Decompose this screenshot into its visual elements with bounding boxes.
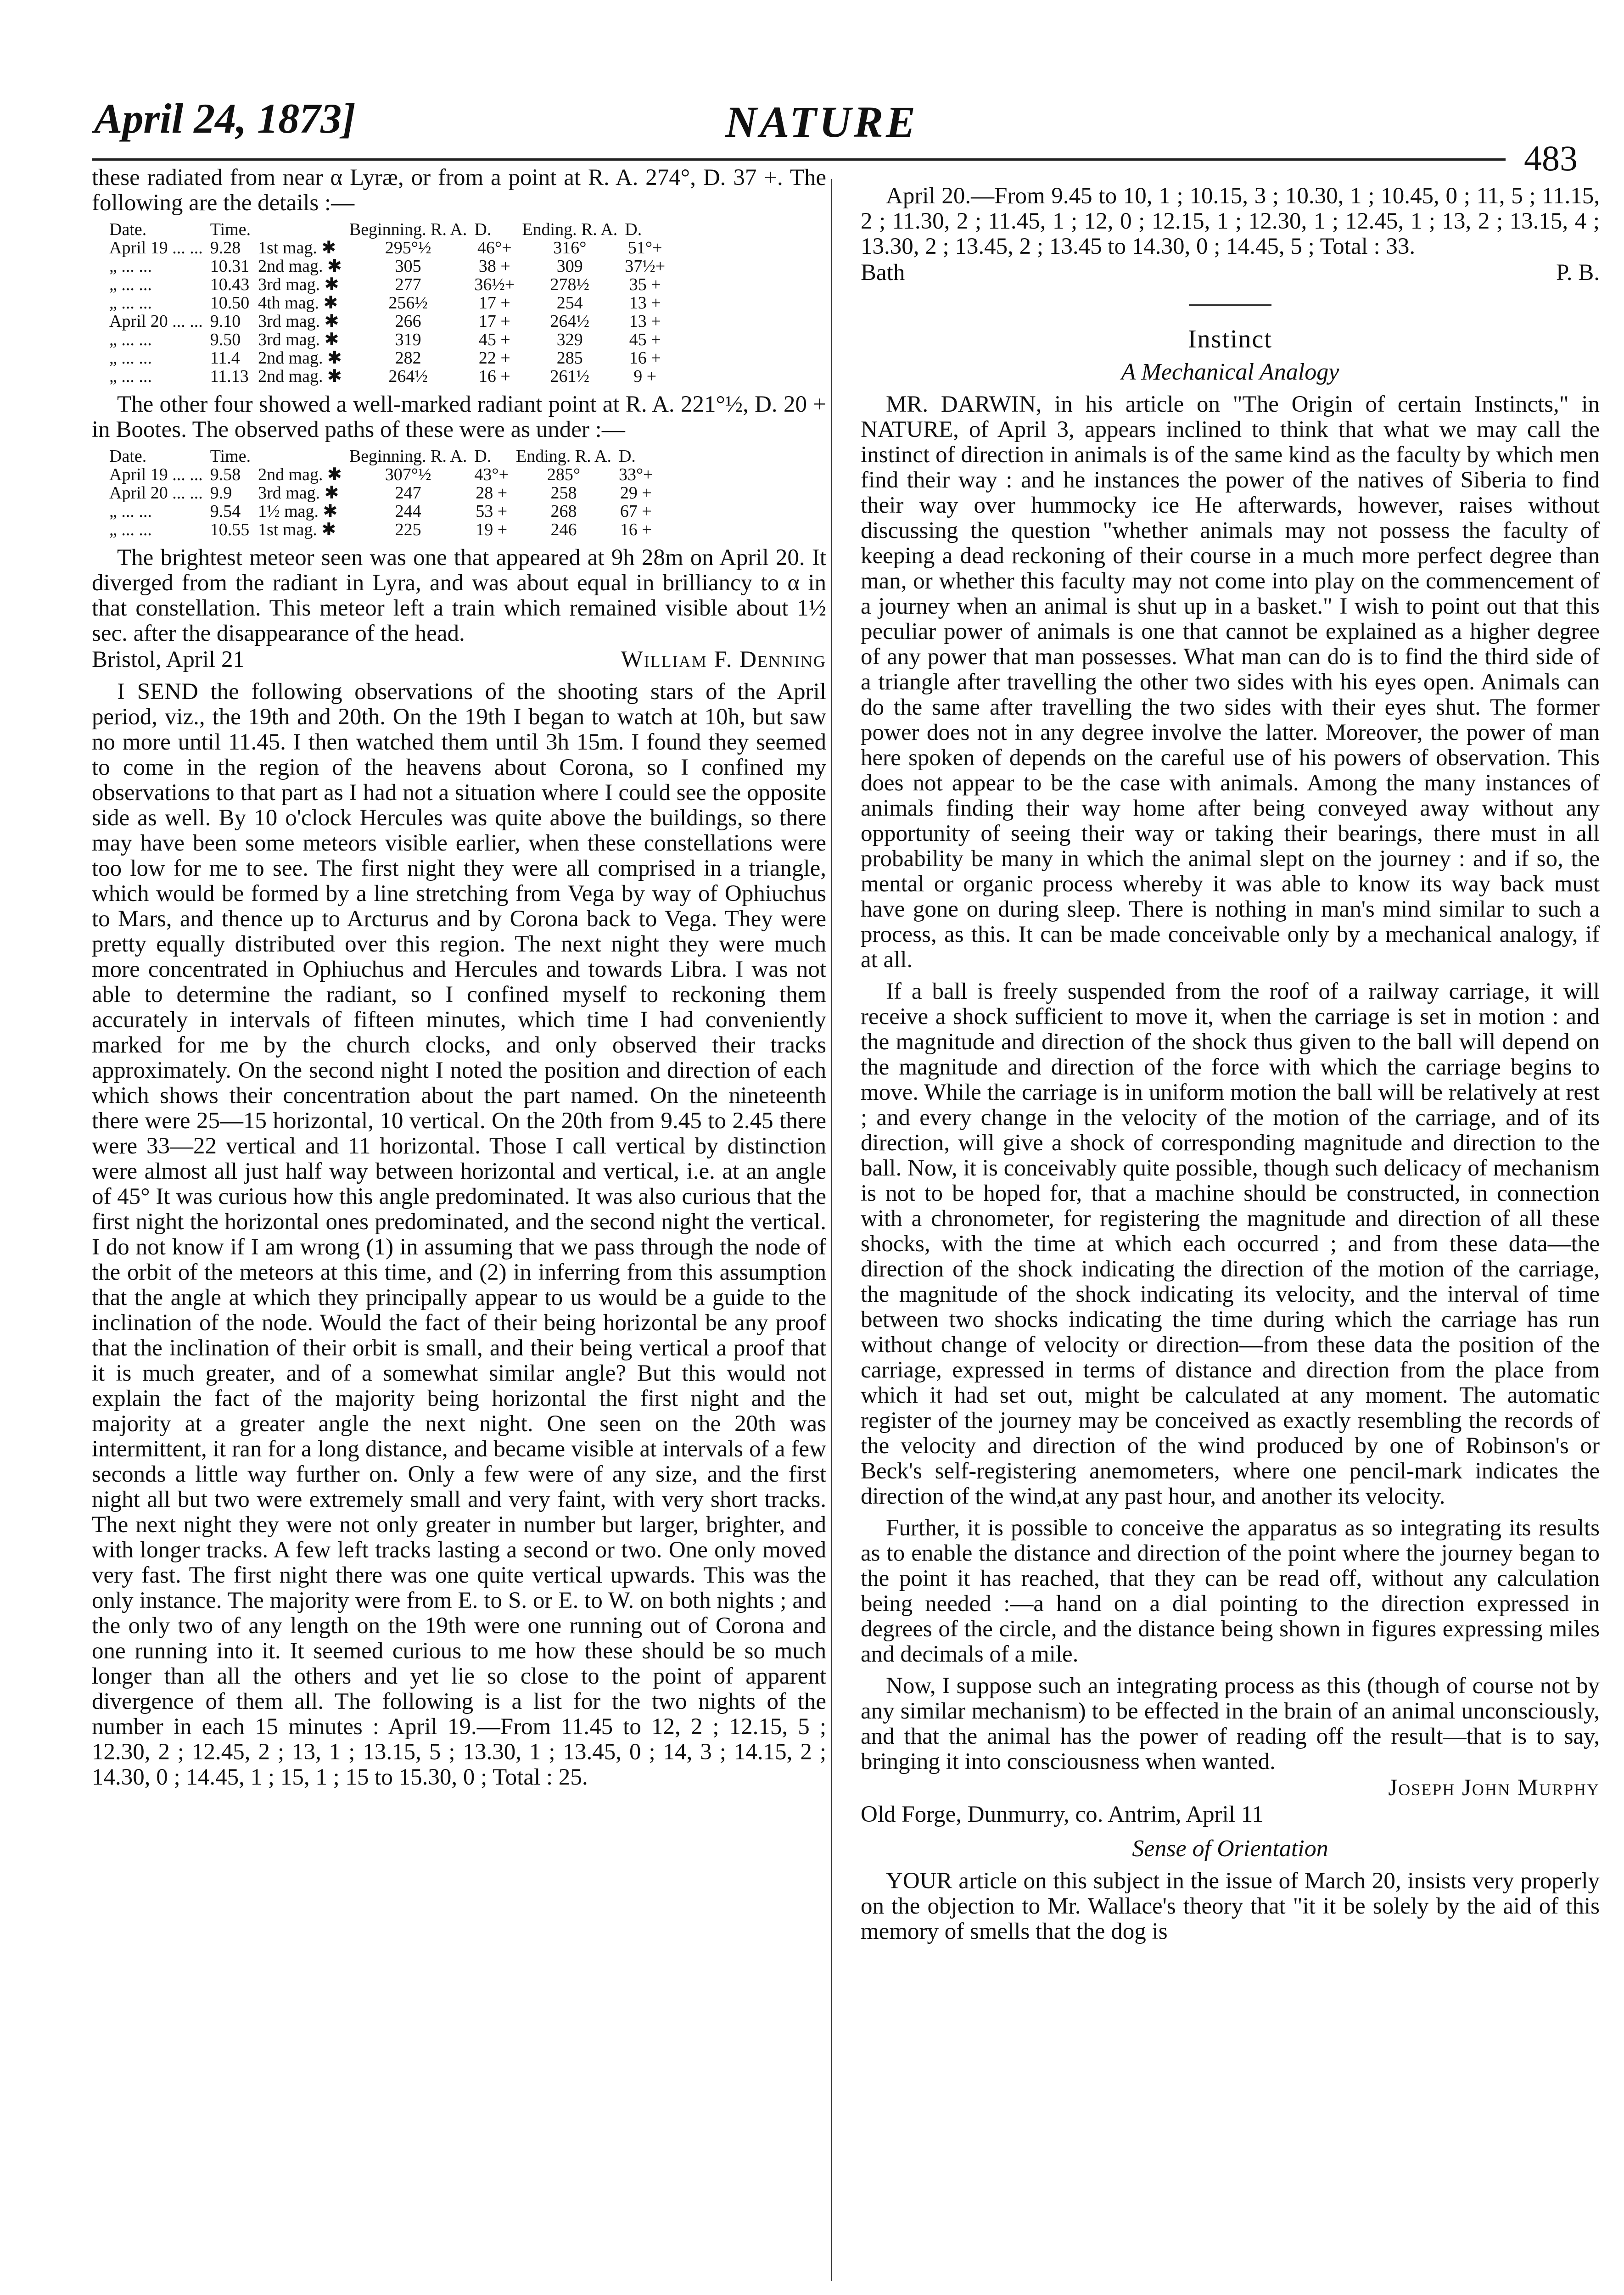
- meteor-intro-paragraph: these radiated from near α Lyræ, or from a point at R. A. 274°, D. 37 +. The following are the details :—: [92, 165, 826, 216]
- signature-name: P. B.: [1556, 260, 1600, 285]
- table-header: D.: [474, 447, 492, 466]
- header-rule: [92, 158, 1506, 161]
- table-cell: 316°: [553, 238, 587, 257]
- signature-murphy-name: Joseph John Murphy: [1388, 1775, 1600, 1801]
- brain-paragraph: Now, I suppose such an integrating process as this (though of course not by any similar mechanism) to be effected in the brain of an animal unconsciously, and that the animal has the power of reading off the result—that is to say, bringing it into consciousness when wanted.: [861, 1673, 1600, 1774]
- table-cell: 277: [395, 275, 421, 294]
- table-cell: 9 +: [633, 367, 657, 386]
- table-cell: 309: [556, 257, 583, 276]
- table-cell: 19 +: [476, 520, 508, 539]
- table-cell: 22 +: [478, 348, 510, 368]
- table-cell: 278½: [550, 275, 590, 294]
- table-cell: 3rd mag. ✱: [258, 330, 339, 349]
- table-cell: 282: [395, 348, 421, 368]
- table-cell: 9.28: [210, 238, 241, 257]
- table-cell: 247: [395, 483, 421, 503]
- table-row: [106, 275, 669, 294]
- meteor-table-bootes: [106, 447, 657, 539]
- table-header-row: [106, 447, 657, 465]
- table-cell: 17 +: [478, 293, 510, 313]
- table-cell: 9.58: [210, 465, 241, 484]
- table-cell: „ ... ...: [109, 502, 152, 521]
- table-cell: 268: [550, 502, 577, 521]
- signature-place: Bath: [861, 260, 905, 285]
- table-cell: 256½: [388, 293, 428, 313]
- table-cell: 9.50: [210, 330, 241, 349]
- table-row: [106, 465, 657, 484]
- darwin-paragraph: MR. DARWIN, in his article on "The Origin of certain Instincts," in NATURE, of April 3, appears inclined to think that what we may call the instinct of direction in animals is of the same kind as the faculty by which men find their way : and he instances the power of the natives of Siberia to find their way over hummocky ice He afterwards, however, raises without discussing the question "whether animals may not possess the faculty of keeping a dead reckoning of their course in a much more perfect degree than man, or whether this faculty may not come into play on the commencement of a journey when an animal is shut up in a basket." I wish to point out that this peculiar power of animals is one that cannot be explained as a higher degree of any power that man possesses. What man can do is to find the third side of a triangle after travelling the other two sides with his eyes open. Animals can do the same after travelling the two sides with their eyes shut. The former power does not in any degree involve the latter. Moreover, the power of man here spoken of depends on the careful use of his powers of observation. This does not appear to be the case with animals. Among the many instances of animals finding their way home after being conveyed away without any opportunity of seeing their way or taking their bearings, there must in all probability be many in which the animal slept on the journey : and if so, the mental or organic process whereby it was able to know its way back must have gone on during sleep. There is nothing in man's mind similar to such a process, as this. It can be made conceivable only by a mechanical analogy, if at all.: [861, 392, 1600, 973]
- railway-ball-paragraph: If a ball is freely suspended from the roof of a railway carriage, it will receive a shock sufficient to move it, when the carriage is set in motion : and the magnitude and direction of the shock thus given to the ball will depend on the magnitude and direction of the force with which the carriage begins to move. While the carriage is in uniform motion the ball will be relatively at rest ; and every change in the velocity of the motion of the carriage, and of its direction, will give a shock of corresponding magnitude and direction to the ball. Now, it is conceivably quite possible, though such delicacy of mechanism is not to be hoped for, that a machine should be constructed, in connection with a chronometer, for registering the magnitude and direction of all these shocks, with the time at which each occurred ; and from these data—the direction of the shock indicating the direction of the motion of the carriage, the magnitude of the shock indicating its velocity, and the interval of time between two shocks indicating the time during which the carriage has run without change of velocity or direction—from these data the position of the carriage, expressed in terms of distance and direction from the place from which it had set out, might be calculated at any moment. The automatic register of the journey may be conceived as exactly resembling the records of the velocity and direction of the wind produced by one of Robinson's or Beck's self-registering anemometers, where one pencil-mark indicates the direction of the wind,at any past hour, and another its velocity.: [861, 979, 1600, 1509]
- signature-place: Bristol, April 21: [92, 647, 245, 672]
- table-cell: „ ... ...: [109, 275, 152, 294]
- signature-bath: [861, 259, 1600, 286]
- table-cell: 285°: [547, 465, 581, 484]
- table-cell: 45 +: [629, 330, 661, 349]
- table-cell: „ ... ...: [109, 257, 152, 276]
- table-cell: 17 +: [478, 312, 510, 331]
- table-cell: 261½: [550, 367, 590, 386]
- table-header: D.: [618, 447, 636, 466]
- table-cell: 29 +: [620, 483, 652, 503]
- table-cell: 9.10: [210, 312, 241, 331]
- table-cell: 10.31: [210, 257, 250, 276]
- april-20-counts-paragraph: April 20.—From 9.45 to 10, 1 ; 10.15, 3 ; 10.30, 1 ; 10.45, 0 ; 11, 5 ; 11.15, 2 ; 11.30, 2 ; 11.45, 1 ; 12, 0 ; 12.15, 1 ; 12.30, 1 ; 12.45, 1 ; 13, 2 ; 13.15, 4 ; 13.30, 2 ; 13.45, 2 ; 13.45 to 14.30, 0 ; 14.45, 5 ; Total : 33.: [861, 183, 1600, 259]
- table-header: Time.: [210, 220, 251, 239]
- table-cell: 1st mag. ✱: [258, 520, 336, 539]
- table-cell: 51°+: [627, 238, 662, 257]
- orientation-heading: Sense of Orientation: [1132, 1836, 1328, 1862]
- table-cell: „ ... ...: [109, 367, 152, 386]
- orientation-paragraph: YOUR article on this subject in the issue of March 20, insists very properly on the objection to Mr. Wallace's theory that "it it be solely by the aid of this memory of smells that the dog is: [861, 1868, 1600, 1944]
- table-cell: 28 +: [476, 483, 508, 503]
- table-cell: 10.55: [210, 520, 250, 539]
- header-date: April 24, 1873]: [94, 95, 356, 142]
- table-header: [254, 220, 346, 239]
- table-cell: 9.9: [210, 483, 232, 503]
- instinct-heading: Instinct: [1188, 325, 1272, 353]
- table-cell: 36½+: [474, 275, 515, 294]
- table-cell: 2nd mag. ✱: [258, 348, 342, 368]
- table-header: Time.: [210, 447, 251, 466]
- table-cell: „ ... ...: [109, 520, 152, 539]
- section-separator: [1189, 304, 1271, 306]
- table-cell: 35 +: [629, 275, 661, 294]
- table-cell: 246: [550, 520, 577, 539]
- table-cell: 266: [395, 312, 421, 331]
- table-header: Ending. R. A.: [516, 447, 611, 466]
- table-header: Date.: [109, 220, 147, 239]
- integration-paragraph: Further, it is possible to conceive the apparatus as so integrating its results as to enable the distance and direction of the point where the journey began to the point it has reached, that they can be read off, without any calculation being needed :—a hand on a dial pointing to the direction expressed in degrees of the circle, and the distance being shown in figures expressing miles and decimals of a mile.: [861, 1515, 1600, 1667]
- table-cell: 3rd mag. ✱: [258, 275, 339, 294]
- table-header: Date.: [109, 447, 147, 466]
- table-cell: 16 +: [629, 348, 661, 368]
- table-header: Ending. R. A.: [522, 220, 618, 239]
- table-cell: 33°+: [618, 465, 653, 484]
- table-cell: April 20 ... ...: [109, 483, 203, 503]
- right-column: [861, 184, 1600, 1944]
- column-divider: [831, 179, 832, 2281]
- journal-title: NATURE: [725, 97, 918, 146]
- table-cell: 9.54: [210, 502, 241, 521]
- table-cell: 2nd mag. ✱: [258, 367, 342, 386]
- signature-name: William F. Denning: [621, 647, 826, 672]
- table-cell: April 19 ... ...: [109, 238, 203, 257]
- table-cell: 67 +: [620, 502, 652, 521]
- table-cell: 3rd mag. ✱: [258, 483, 339, 503]
- table-cell: „ ... ...: [109, 293, 152, 313]
- table-cell: 4th mag. ✱: [258, 293, 338, 313]
- table-row: [106, 294, 669, 312]
- table-cell: 264½: [388, 367, 428, 386]
- table-cell: „ ... ...: [109, 348, 152, 368]
- shooting-stars-letter: I SEND the following observations of the shooting stars of the April period, viz., the 19th and 20th. On the 19th I began to watch at 10h, but saw no more until 11.45. I then watched them until 3h 15m. I found they seemed to come in the region of the heavens about Corona, so I confined my observations to that part as I had not a situation where I could see the opposite side as well. By 10 o'clock Hercules was quite above the buildings, so there may have been some meteors visible earlier, when these constellations were too low for me to see. The first night they were all comprised in a triangle, which would be formed by a line stretching from Vega by way of Ophiuchus to Mars, and thence up to Arcturus and by Corona back to Vega. They were pretty equally distributed over this region. The next night they were much more concentrated in Ophiuchus and Hercules and towards Libra. I was not able to determine the radiant, so I confined myself to reckoning them accurately in intervals of fifteen minutes, which time I had conveniently marked for me by the church clocks, and only observed their tracks approximately. On the second night I noted the position and direction of each which shows their concentration about the part named. On the nineteenth there were 25—15 horizontal, 10 vertical. On the 20th from 9.45 to 2.45 there were 33—22 vertical and 11 horizontal. Those I call vertical by distinction were almost all just half way between horizontal and vertical, i.e. at an angle of 45° It was curious how this angle predominated. It was also curious that the first night the horizontal ones predominated, and the second night the vertical. I do not know if I am wrong (1) in assuming that we pass through the node of the orbit of the meteors at this time, and (2) in inferring from this assumption that the angle at which they principally appear to us would be a guide to the inclination of the node. Would the fact of their being horizontal be any proof that the inclination of their orbit is small, and their being vertical a proof that it is much greater, and of a somewhat similar angle? But this would not explain the fact of the majority being horizontal the first night and the majority at a greater angle the next night. One seen on the 20th was intermittent, it ran for a long distance, and became visible at intervals of a few seconds a little way further on. Only a few were of any size, and the first night all but two were extremely small and very faint, with very short tracks. The next night they were not only greater in number but larger, brighter, and with longer tracks. A few left tracks lasting a second or two. One only moved very fast. The first night there was one quite vertical upwards. This was the only instance. The majority were from E. to S. or E. to W. on both nights ; and the only two of any length on the 19th were one running out of Corona and one running into it. It seemed curious to me how these should be so much longer than all the others and yet lie so close to the point of apparent divergence of them all. The following is a list for the two nights of the number in each 15 minutes : April 19.—From 11.45 to 12, 2 ; 12.15, 5 ; 12.30, 2 ; 12.45, 2 ; 13, 1 ; 13.15, 5 ; 13.30, 1 ; 13.45, 0 ; 14, 3 ; 14.15, 2 ; 14.30, 0 ; 14.45, 1 ; 15, 1 ; 15 to 15.30, 0 ; Total : 25.: [92, 679, 826, 1790]
- table-cell: 244: [395, 502, 421, 521]
- table-header-row: [106, 220, 669, 239]
- table-header: Beginning. R. A.: [349, 447, 467, 466]
- table-cell: 1st mag. ✱: [258, 238, 336, 257]
- signature-place: Old Forge, Dunmurry, co. Antrim, April 11: [861, 1802, 1264, 1827]
- instinct-subheading: A Mechanical Analogy: [1121, 359, 1339, 385]
- table-cell: 295°½: [385, 238, 431, 257]
- table-cell: 285: [556, 348, 583, 368]
- brightest-meteor-paragraph: The brightest meteor seen was one that appeared at 9h 28m on April 20. It diverged from the radiant in Lyra, and was about equal in brilliancy to α in that constellation. This meteor left a train which remained visible about 1½ sec. after the disappearance of the head.: [92, 545, 826, 646]
- table-cell: „ ... ...: [109, 330, 152, 349]
- table-cell: 264½: [550, 312, 590, 331]
- table-cell: 38 +: [478, 257, 510, 276]
- table-row: [106, 239, 669, 257]
- table-cell: April 20 ... ...: [109, 312, 203, 331]
- table-row: [106, 484, 657, 502]
- signature-denning: [92, 646, 826, 673]
- table-cell: 254: [556, 293, 583, 313]
- table-header: [254, 447, 346, 465]
- meteor-table-lyra: [106, 220, 669, 386]
- table-cell: 10.50: [210, 293, 250, 313]
- table-cell: 46°+: [477, 238, 512, 257]
- table-cell: 43°+: [474, 465, 509, 484]
- table-row: [106, 502, 657, 521]
- table-cell: 16 +: [478, 367, 510, 386]
- table-cell: 53 +: [476, 502, 508, 521]
- table-cell: 2nd mag. ✱: [258, 465, 342, 484]
- signature-murphy-place-row: [861, 1801, 1600, 1828]
- table-row: [106, 367, 669, 386]
- table-cell: 11.4: [210, 348, 240, 368]
- page-number: 483: [1524, 138, 1578, 178]
- table-cell: 307°½: [385, 465, 431, 484]
- table-cell: 16 +: [620, 520, 652, 539]
- table-header: D.: [625, 220, 642, 239]
- table-cell: 225: [395, 520, 421, 539]
- table-cell: 10.43: [210, 275, 250, 294]
- left-column: [92, 165, 826, 1790]
- table-cell: 37½+: [625, 257, 666, 276]
- table-row: [106, 312, 669, 330]
- table-cell: 13 +: [629, 293, 661, 313]
- table-cell: 329: [556, 330, 583, 349]
- table-cell: 305: [395, 257, 421, 276]
- table-cell: 1½ mag. ✱: [258, 502, 338, 521]
- table-cell: 45 +: [478, 330, 510, 349]
- table-row: [106, 521, 657, 539]
- table-cell: 2nd mag. ✱: [258, 257, 342, 276]
- table-row: [106, 349, 669, 367]
- table-cell: 3rd mag. ✱: [258, 312, 339, 331]
- table-cell: 11.13: [210, 367, 249, 386]
- table-row: [106, 330, 669, 349]
- table-cell: April 19 ... ...: [109, 465, 203, 484]
- table-cell: 319: [395, 330, 421, 349]
- table-row: [106, 257, 669, 275]
- table-cell: 13 +: [629, 312, 661, 331]
- table-cell: 258: [550, 483, 577, 503]
- table-header: Beginning. R. A.: [349, 220, 467, 239]
- table-header: D.: [474, 220, 492, 239]
- other-four-paragraph: The other four showed a well-marked radiant point at R. A. 221°½, D. 20 + in Bootes. The observed paths of these were as under :—: [92, 392, 826, 442]
